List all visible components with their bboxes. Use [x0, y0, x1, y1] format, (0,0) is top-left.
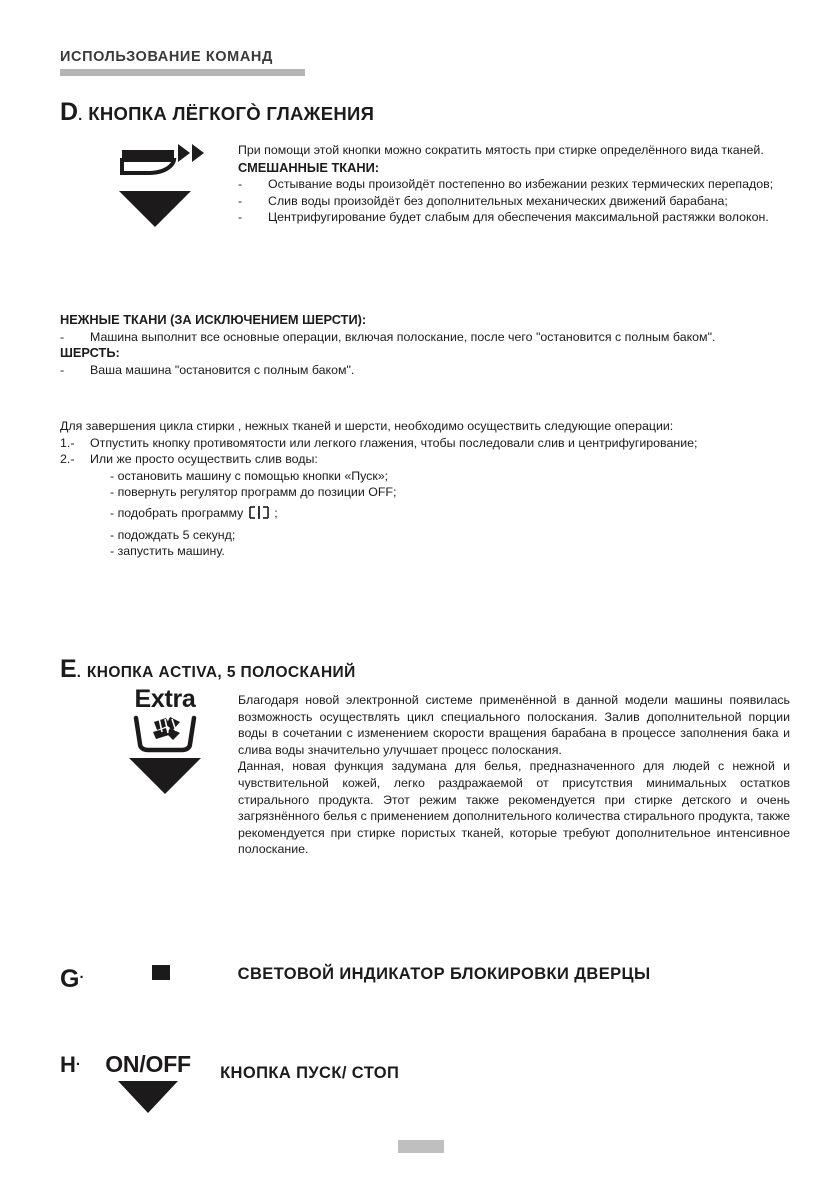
- section-e-title: КНОПКА ACTIVA, 5 ПОЛОСКАНИЙ: [86, 664, 356, 681]
- iron-glyph: [118, 140, 218, 186]
- section-d-delicate-list: [60, 329, 790, 346]
- section-e-text-block: [238, 692, 790, 858]
- list-item: [60, 362, 790, 379]
- substep-text: - остановить машину с помощью кнопки «Пуск»;: [110, 468, 389, 483]
- section-g-label: СВЕТОВОЙ ИНДИКАТОР БЛОКИРОВКИ ДВЕРЦЫ: [237, 965, 651, 983]
- section-d-letter: D: [60, 98, 79, 126]
- dash-marker: -: [238, 177, 243, 192]
- section-d-dot: .: [78, 107, 83, 124]
- step-text: Отпустить кнопку противомятости или легкого глажения, чтобы последовали слив и центрифугирование;: [90, 435, 698, 450]
- list-item: [238, 176, 790, 193]
- section-d-intro-text: При помощи этой кнопки можно сократить мятость при стирке определённого вида тканей.: [238, 143, 764, 157]
- section-e-letter: E: [60, 655, 77, 683]
- running-header: [60, 48, 760, 76]
- section-d-steps: [60, 435, 790, 560]
- section-e-dot: .: [76, 664, 81, 681]
- extra-label: Extra: [134, 685, 196, 713]
- list-item: [60, 435, 790, 452]
- footer-page-marker: [398, 1140, 444, 1153]
- step-number: 2.-: [60, 452, 75, 467]
- list-item: [110, 543, 790, 560]
- list-item: [110, 468, 790, 485]
- washing-machine-program-pictogram: [249, 506, 269, 524]
- rinse-basin-glyph: [126, 712, 204, 756]
- section-g-dot: .: [79, 965, 84, 982]
- section-d-heading: [60, 98, 374, 127]
- list-item: [110, 505, 790, 524]
- section-h-letter: H: [60, 1052, 76, 1077]
- substep-text: - повернуть регулятор программ до позиции OFF;: [110, 485, 397, 500]
- list-item-text: Слив воды произойдёт без дополнительных механических движений барабана;: [268, 193, 728, 208]
- down-triangle-icon: [119, 191, 191, 227]
- section-g-row: [60, 965, 651, 994]
- dash-marker: -: [238, 193, 243, 208]
- section-d-closing-intro: Для завершения цикла стирки , нежных тканей и шерсти, необходимо осуществить следующие операции:: [60, 419, 674, 433]
- list-item: [238, 193, 790, 210]
- list-item-text: Центрифугирование будет слабым для обеспечения максимальной растяжки волокон.: [268, 210, 769, 225]
- extra-rinse-basin-icon: [105, 686, 225, 806]
- down-triangle-icon: [129, 758, 201, 794]
- list-item: [110, 527, 790, 544]
- list-item-text: Ваша машина "остановится с полным баком".: [90, 362, 355, 377]
- dash-marker: -: [60, 362, 65, 377]
- substep-tail: ;: [274, 505, 278, 520]
- list-item: [238, 209, 790, 226]
- section-d-wool-subhead: ШЕРСТЬ:: [60, 345, 120, 361]
- running-header-text: ИСПОЛЬЗОВАНИЕ КОМАНД: [60, 49, 273, 65]
- section-d-closing-block: [60, 418, 790, 560]
- iron-with-steam-icon: [118, 140, 218, 228]
- section-d-delicate-block: [60, 312, 790, 378]
- list-item: [60, 329, 790, 346]
- substep-text: - подождать 5 секунд;: [110, 527, 236, 542]
- list-item-text: Остывание воды произойдёт постепенно во избежании резких термических перепадов;: [268, 177, 774, 192]
- section-d-substeps: [90, 468, 790, 560]
- section-d-mixed-list: [238, 176, 790, 226]
- section-d-delicate-subhead: НЕЖНЫЕ ТКАНИ (ЗА ИСКЛЮЧЕНИЕМ ШЕРСТИ):: [60, 312, 367, 327]
- onoff-button-glyph: [92, 1052, 204, 1113]
- section-e-heading: [60, 655, 356, 684]
- section-d-title: КНОПКА ЛЁГКОГÒ ГЛАЖЕНИЯ: [88, 103, 375, 124]
- substep-text: - подобрать программу: [110, 505, 244, 520]
- list-item: [110, 484, 790, 501]
- section-d-wool-list: [60, 362, 790, 379]
- substep-text: - запустить машину.: [110, 544, 225, 559]
- section-e-paragraph-bold: Данная, новая функция задумана для белья, предназначенного для людей с нежной и чувствительной кожей, легко раздражаемой от присутствия минимальных остатков стирального продукта. Этот режим также рекомендуется при стирке детского и очень загрязнённого белья с применением дополнительного количества стирального продукта, также рекомендуется при стирке пористых тканей, которые требуют дополнительное интенсивное полоскание.: [238, 759, 790, 857]
- step-text: Или же просто осуществить слив воды:: [90, 452, 318, 467]
- dash-marker: -: [238, 210, 243, 225]
- step-number: 1.-: [60, 435, 75, 450]
- onoff-label: ON/OFF: [105, 1051, 191, 1077]
- section-h-row: [60, 1052, 399, 1113]
- section-h-dot: .: [75, 1052, 81, 1069]
- running-header-rule: [60, 69, 305, 76]
- down-triangle-icon: [118, 1081, 178, 1113]
- section-g-letter: G: [60, 965, 80, 993]
- section-d-intro-block: [238, 142, 790, 226]
- dash-marker: -: [60, 329, 65, 344]
- list-item-text: Машина выполнит все основные операции, включая полоскание, после чего "остановится с полным баком".: [90, 329, 716, 344]
- list-item: [60, 451, 790, 560]
- section-h-label: КНОПКА ПУСК/ СТОП: [220, 1064, 400, 1082]
- section-e-paragraph-regular: Благодаря новой электронной системе применённой в данной модели машины появилась возможность осуществлять цикл специального полоскания. Залив дополнительной порции воды в сочетании с изменением скорости вращения барабана в процессе заполнения бака и слива воды значительно улучшает процесс полоскания.: [238, 693, 790, 757]
- section-d-mixed-subhead: СМЕШАННЫЕ ТКАНИ:: [238, 159, 380, 175]
- filled-square-indicator-icon: [152, 965, 170, 980]
